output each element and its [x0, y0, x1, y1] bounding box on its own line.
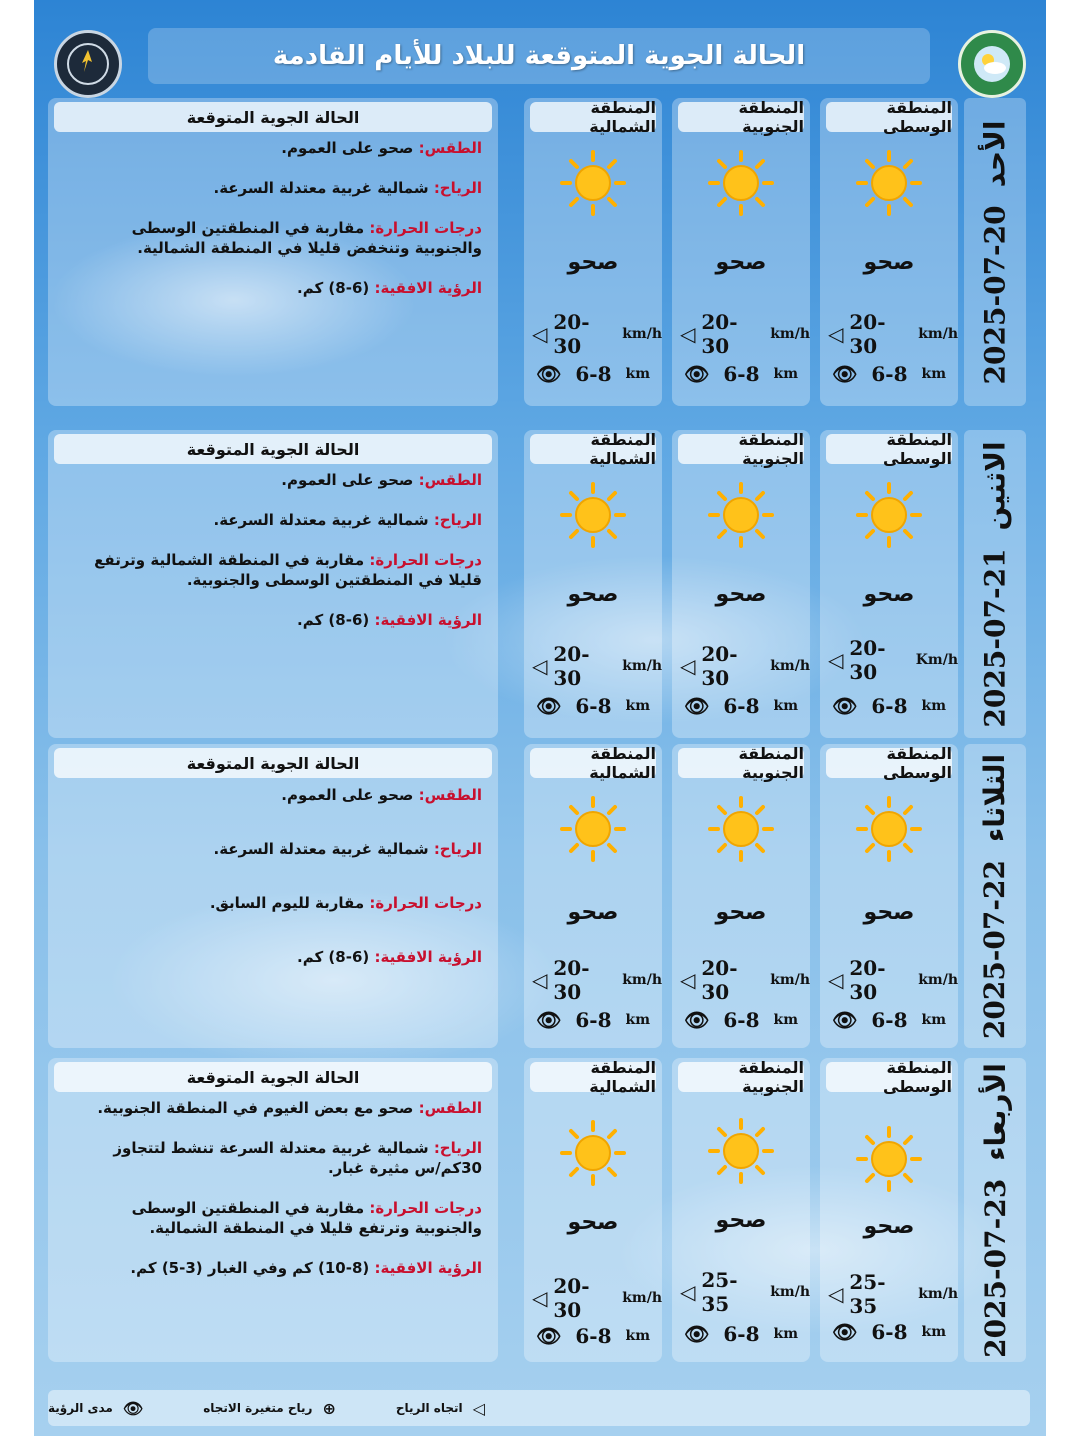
- visibility: 6-8: [871, 1320, 908, 1344]
- condition: صحو: [567, 1210, 619, 1235]
- forecast-text-panel: [48, 1058, 498, 1362]
- wind-unit: km/h: [770, 1284, 810, 1300]
- forecast-text-panel: [48, 98, 498, 406]
- region-card-southern: [672, 1058, 810, 1362]
- condition: صحو: [863, 250, 915, 275]
- winds-line: الرياح: شمالية غربية معتدلة السرعة.: [213, 179, 482, 197]
- visibility: 6-8: [723, 362, 760, 386]
- wind-speed: 20-30: [849, 636, 886, 684]
- condition: صحو: [567, 582, 619, 607]
- wind-unit: km/h: [622, 658, 662, 674]
- wind-speed: 20-30: [701, 310, 738, 358]
- visibility-unit: km: [921, 698, 947, 714]
- wind-speed: 20-30: [701, 642, 738, 690]
- visibility-unit: km: [625, 698, 651, 714]
- region-name: المنطقة الوسطى: [826, 748, 952, 778]
- sun-icon: [560, 482, 626, 548]
- page-header: [148, 28, 930, 84]
- weather-line: الطقس: صحو على العموم.: [281, 786, 482, 804]
- page-title: الحالة الجوية المتوقعة للبلاد للأيام القادمة: [272, 41, 806, 71]
- weather-line: الطقس: صحو على العموم.: [281, 471, 482, 489]
- visibility-row: [832, 1320, 956, 1344]
- visibility-unit: km: [625, 1012, 651, 1028]
- wind-direction-icon: ◁: [532, 654, 548, 678]
- region-name: المنطقة الشمالية: [530, 102, 656, 132]
- wind-row: [680, 642, 810, 690]
- date: 2025-07-20: [978, 204, 1012, 384]
- winds-line: الرياح: شمالية غربية معتدلة السرعة.: [213, 840, 482, 858]
- wind-unit: km/h: [770, 326, 810, 342]
- wind-direction-icon: ◁: [680, 654, 696, 678]
- forecasting-center-logo: [54, 30, 122, 98]
- date: 2025-07-22: [978, 859, 1012, 1039]
- visibility-row: [832, 1008, 956, 1032]
- sun-icon: [856, 150, 922, 216]
- eye-icon: 👁: [536, 362, 562, 386]
- wind-speed: 20-30: [849, 310, 886, 358]
- date-strip: [964, 430, 1026, 738]
- date-strip: [964, 1058, 1026, 1362]
- day-block: [34, 744, 1046, 1048]
- legend: [48, 1390, 1030, 1426]
- visibility-unit: km: [773, 1012, 799, 1028]
- date-strip: [964, 98, 1026, 406]
- sun-icon: [560, 796, 626, 862]
- visibility-unit: km: [773, 698, 799, 714]
- wind-speed: 20-30: [849, 956, 886, 1004]
- region-card-central: [820, 744, 958, 1048]
- condition: صحو: [715, 250, 767, 275]
- meteorology-authority-logo: [958, 30, 1026, 98]
- visibility: 6-8: [575, 694, 612, 718]
- temperature-line: درجات الحرارة: مقاربة في المنطقة الشمالية وترتفع قليلا في المنطقتين الوسطى والجنوبية.: [94, 551, 482, 589]
- visibility: 6-8: [871, 1008, 908, 1032]
- region-card-central: [820, 1058, 958, 1362]
- visibility-row: [832, 362, 956, 386]
- region-name: المنطقة الجنوبية: [678, 748, 804, 778]
- wind-direction-icon: ◁: [532, 968, 548, 992]
- forecast-title: الحالة الجوية المتوقعة: [54, 434, 492, 464]
- region-name: المنطقة الشمالية: [530, 434, 656, 464]
- sun-icon: [560, 150, 626, 216]
- wind-speed: 20-30: [553, 1274, 590, 1322]
- weather-line: الطقس: صحو مع بعض الغيوم في المنطقة الجنوبية.: [97, 1099, 482, 1117]
- wind-unit: km/h: [918, 972, 958, 988]
- wind-row: [532, 1274, 662, 1322]
- eye-icon: 👁: [536, 1008, 562, 1032]
- date: 2025-07-23: [978, 1178, 1012, 1358]
- wind-direction-icon: ◁: [472, 1398, 485, 1418]
- region-name: المنطقة الشمالية: [530, 748, 656, 778]
- wind-row: [680, 310, 810, 358]
- sun-icon: [560, 1120, 626, 1186]
- region-card-southern: [672, 98, 810, 406]
- region-name: المنطقة الوسطى: [826, 1062, 952, 1092]
- wind-speed: 20-30: [701, 956, 738, 1004]
- eye-icon: 👁: [536, 1324, 562, 1348]
- wind-direction-icon: ◁: [680, 322, 696, 346]
- condition: صحو: [715, 1208, 767, 1233]
- visibility-unit: km: [625, 366, 651, 382]
- condition: صحو: [567, 250, 619, 275]
- date: 2025-07-21: [978, 547, 1012, 728]
- visibility: 6-8: [575, 362, 612, 386]
- region-card-northern: [524, 1058, 662, 1362]
- wind-row: [680, 1268, 810, 1316]
- day-block: [34, 98, 1046, 406]
- sun-icon: [708, 1118, 774, 1184]
- wind-unit: km/h: [622, 326, 662, 342]
- day-block: [34, 430, 1046, 738]
- wind-row: [532, 642, 662, 690]
- wind-direction-icon: ◁: [828, 322, 844, 346]
- weather-line: الطقس: صحو على العموم.: [281, 139, 482, 157]
- eye-icon: 👁: [684, 1322, 710, 1346]
- forecast-title: الحالة الجوية المتوقعة: [54, 1062, 492, 1092]
- wind-unit: km/h: [770, 658, 810, 674]
- region-name: المنطقة الوسطى: [826, 102, 952, 132]
- wind-direction-icon: ◁: [680, 1280, 696, 1304]
- wind-row: [532, 956, 662, 1004]
- visibility-row: [684, 1008, 808, 1032]
- wind-direction-icon: ◁: [828, 968, 844, 992]
- temperature-line: درجات الحرارة: مقاربة في المنطقتين الوسطى والجنوبية وترتفع قليلا في المنطقة الشمالية.: [131, 1199, 482, 1237]
- wind-unit: km/h: [918, 1286, 958, 1302]
- day-name: الأربعاء: [978, 1062, 1012, 1161]
- region-card-northern: [524, 98, 662, 406]
- wind-unit: km/h: [622, 1290, 662, 1306]
- eye-icon: 👁: [684, 694, 710, 718]
- region-name: المنطقة الجنوبية: [678, 102, 804, 132]
- eye-icon: 👁: [684, 362, 710, 386]
- temperature-line: درجات الحرارة: مقاربة لليوم السابق.: [209, 894, 482, 912]
- forecast-text-panel: [48, 744, 498, 1048]
- region-card-northern: [524, 744, 662, 1048]
- eye-icon: 👁: [122, 1398, 144, 1418]
- visibility-row: [536, 362, 660, 386]
- wind-row: [828, 956, 958, 1004]
- temperature-line: درجات الحرارة: مقاربة في المنطقتين الوسطى والجنوبية وتنخفض قليلا في المنطقة الشمالية.: [131, 219, 482, 257]
- day-name: الثلاثاء: [978, 753, 1012, 842]
- wind-direction-icon: ◁: [828, 648, 844, 672]
- condition: صحو: [567, 900, 619, 925]
- wind-speed: 20-30: [553, 956, 590, 1004]
- visibility-row: [832, 694, 956, 718]
- wind-row: [532, 310, 662, 358]
- visibility-line: الرؤية الافقية: (6-8) كم.: [297, 948, 482, 966]
- wind-speed: 20-30: [553, 642, 590, 690]
- region-name: المنطقة الجنوبية: [678, 1062, 804, 1092]
- sun-icon: [708, 482, 774, 548]
- region-name: المنطقة الوسطى: [826, 434, 952, 464]
- forecast-page: [34, 0, 1046, 1436]
- visibility-line: الرؤية الافقية: (8-10) كم وفي الغبار (3-5) كم.: [130, 1259, 482, 1277]
- condition: صحو: [863, 1214, 915, 1239]
- winds-line: الرياح: شمالية غربية معتدلة السرعة.: [213, 511, 482, 529]
- visibility-unit: km: [921, 1324, 947, 1340]
- eye-icon: 👁: [832, 1008, 858, 1032]
- visibility-unit: km: [921, 1012, 947, 1028]
- visibility: 6-8: [575, 1324, 612, 1348]
- visibility-unit: km: [773, 1326, 799, 1342]
- eye-icon: 👁: [832, 1320, 858, 1344]
- wind-row: [680, 956, 810, 1004]
- region-name: المنطقة الجنوبية: [678, 434, 804, 464]
- condition: صحو: [715, 582, 767, 607]
- visibility-row: [536, 1008, 660, 1032]
- wind-unit: km/h: [622, 972, 662, 988]
- region-card-central: [820, 98, 958, 406]
- visibility-line: الرؤية الافقية: (6-8) كم.: [297, 279, 482, 297]
- eye-icon: 👁: [832, 362, 858, 386]
- visibility: 6-8: [871, 362, 908, 386]
- day-name: الأحد: [978, 120, 1012, 187]
- sun-icon: [856, 796, 922, 862]
- eye-icon: 👁: [684, 1008, 710, 1032]
- wind-direction-icon: ◁: [828, 1282, 844, 1306]
- region-card-northern: [524, 430, 662, 738]
- visibility: 6-8: [723, 1008, 760, 1032]
- visibility: 6-8: [723, 1322, 760, 1346]
- visibility-row: [684, 1322, 808, 1346]
- region-card-central: [820, 430, 958, 738]
- visibility: 6-8: [871, 694, 908, 718]
- legend-variable-winds: ⊕ رياح متغيرة الاتجاه: [203, 1398, 336, 1418]
- visibility: 6-8: [723, 694, 760, 718]
- sun-icon: [856, 482, 922, 548]
- sun-icon: [856, 1126, 922, 1192]
- eye-icon: 👁: [536, 694, 562, 718]
- wind-unit: km/h: [918, 326, 958, 342]
- region-card-southern: [672, 744, 810, 1048]
- wind-speed: 20-30: [553, 310, 590, 358]
- visibility-row: [684, 362, 808, 386]
- day-block: [34, 1058, 1046, 1362]
- wind-speed: 25-35: [701, 1268, 738, 1316]
- wind-unit: Km/h: [915, 652, 958, 668]
- visibility: 6-8: [575, 1008, 612, 1032]
- visibility-row: [536, 694, 660, 718]
- sun-icon: [708, 150, 774, 216]
- region-name: المنطقة الشمالية: [530, 1062, 656, 1092]
- wind-direction-icon: ◁: [680, 968, 696, 992]
- wind-unit: km/h: [770, 972, 810, 988]
- forecast-text-panel: [48, 430, 498, 738]
- sun-icon: [708, 796, 774, 862]
- legend-wind-direction: ◁ اتجاه الرياح: [395, 1398, 485, 1418]
- eye-icon: 👁: [832, 694, 858, 718]
- wind-row: [828, 310, 958, 358]
- wind-row: [828, 1270, 958, 1318]
- forecast-title: الحالة الجوية المتوقعة: [54, 102, 492, 132]
- condition: صحو: [863, 900, 915, 925]
- legend-visibility: 👁 مدى الرؤية: [48, 1398, 144, 1418]
- visibility-unit: km: [625, 1328, 651, 1344]
- visibility-line: الرؤية الافقية: (6-8) كم.: [297, 611, 482, 629]
- day-name: الاثنين: [978, 440, 1012, 530]
- forecast-title: الحالة الجوية المتوقعة: [54, 748, 492, 778]
- visibility-row: [684, 694, 808, 718]
- winds-line: الرياح: شمالية غربية معتدلة السرعة تنشط لتتجاوز 30كم/س مثيرة غبار.: [113, 1139, 482, 1177]
- condition: صحو: [863, 582, 915, 607]
- wind-direction-icon: ◁: [532, 322, 548, 346]
- region-card-southern: [672, 430, 810, 738]
- visibility-unit: km: [773, 366, 799, 382]
- date-strip: [964, 744, 1026, 1048]
- wind-row: [828, 636, 958, 684]
- visibility-row: [536, 1324, 660, 1348]
- condition: صحو: [715, 900, 767, 925]
- visibility-unit: km: [921, 366, 947, 382]
- wind-direction-icon: ◁: [532, 1286, 548, 1310]
- wind-speed: 25-35: [849, 1270, 886, 1318]
- compass-icon: ⊕: [322, 1398, 336, 1418]
